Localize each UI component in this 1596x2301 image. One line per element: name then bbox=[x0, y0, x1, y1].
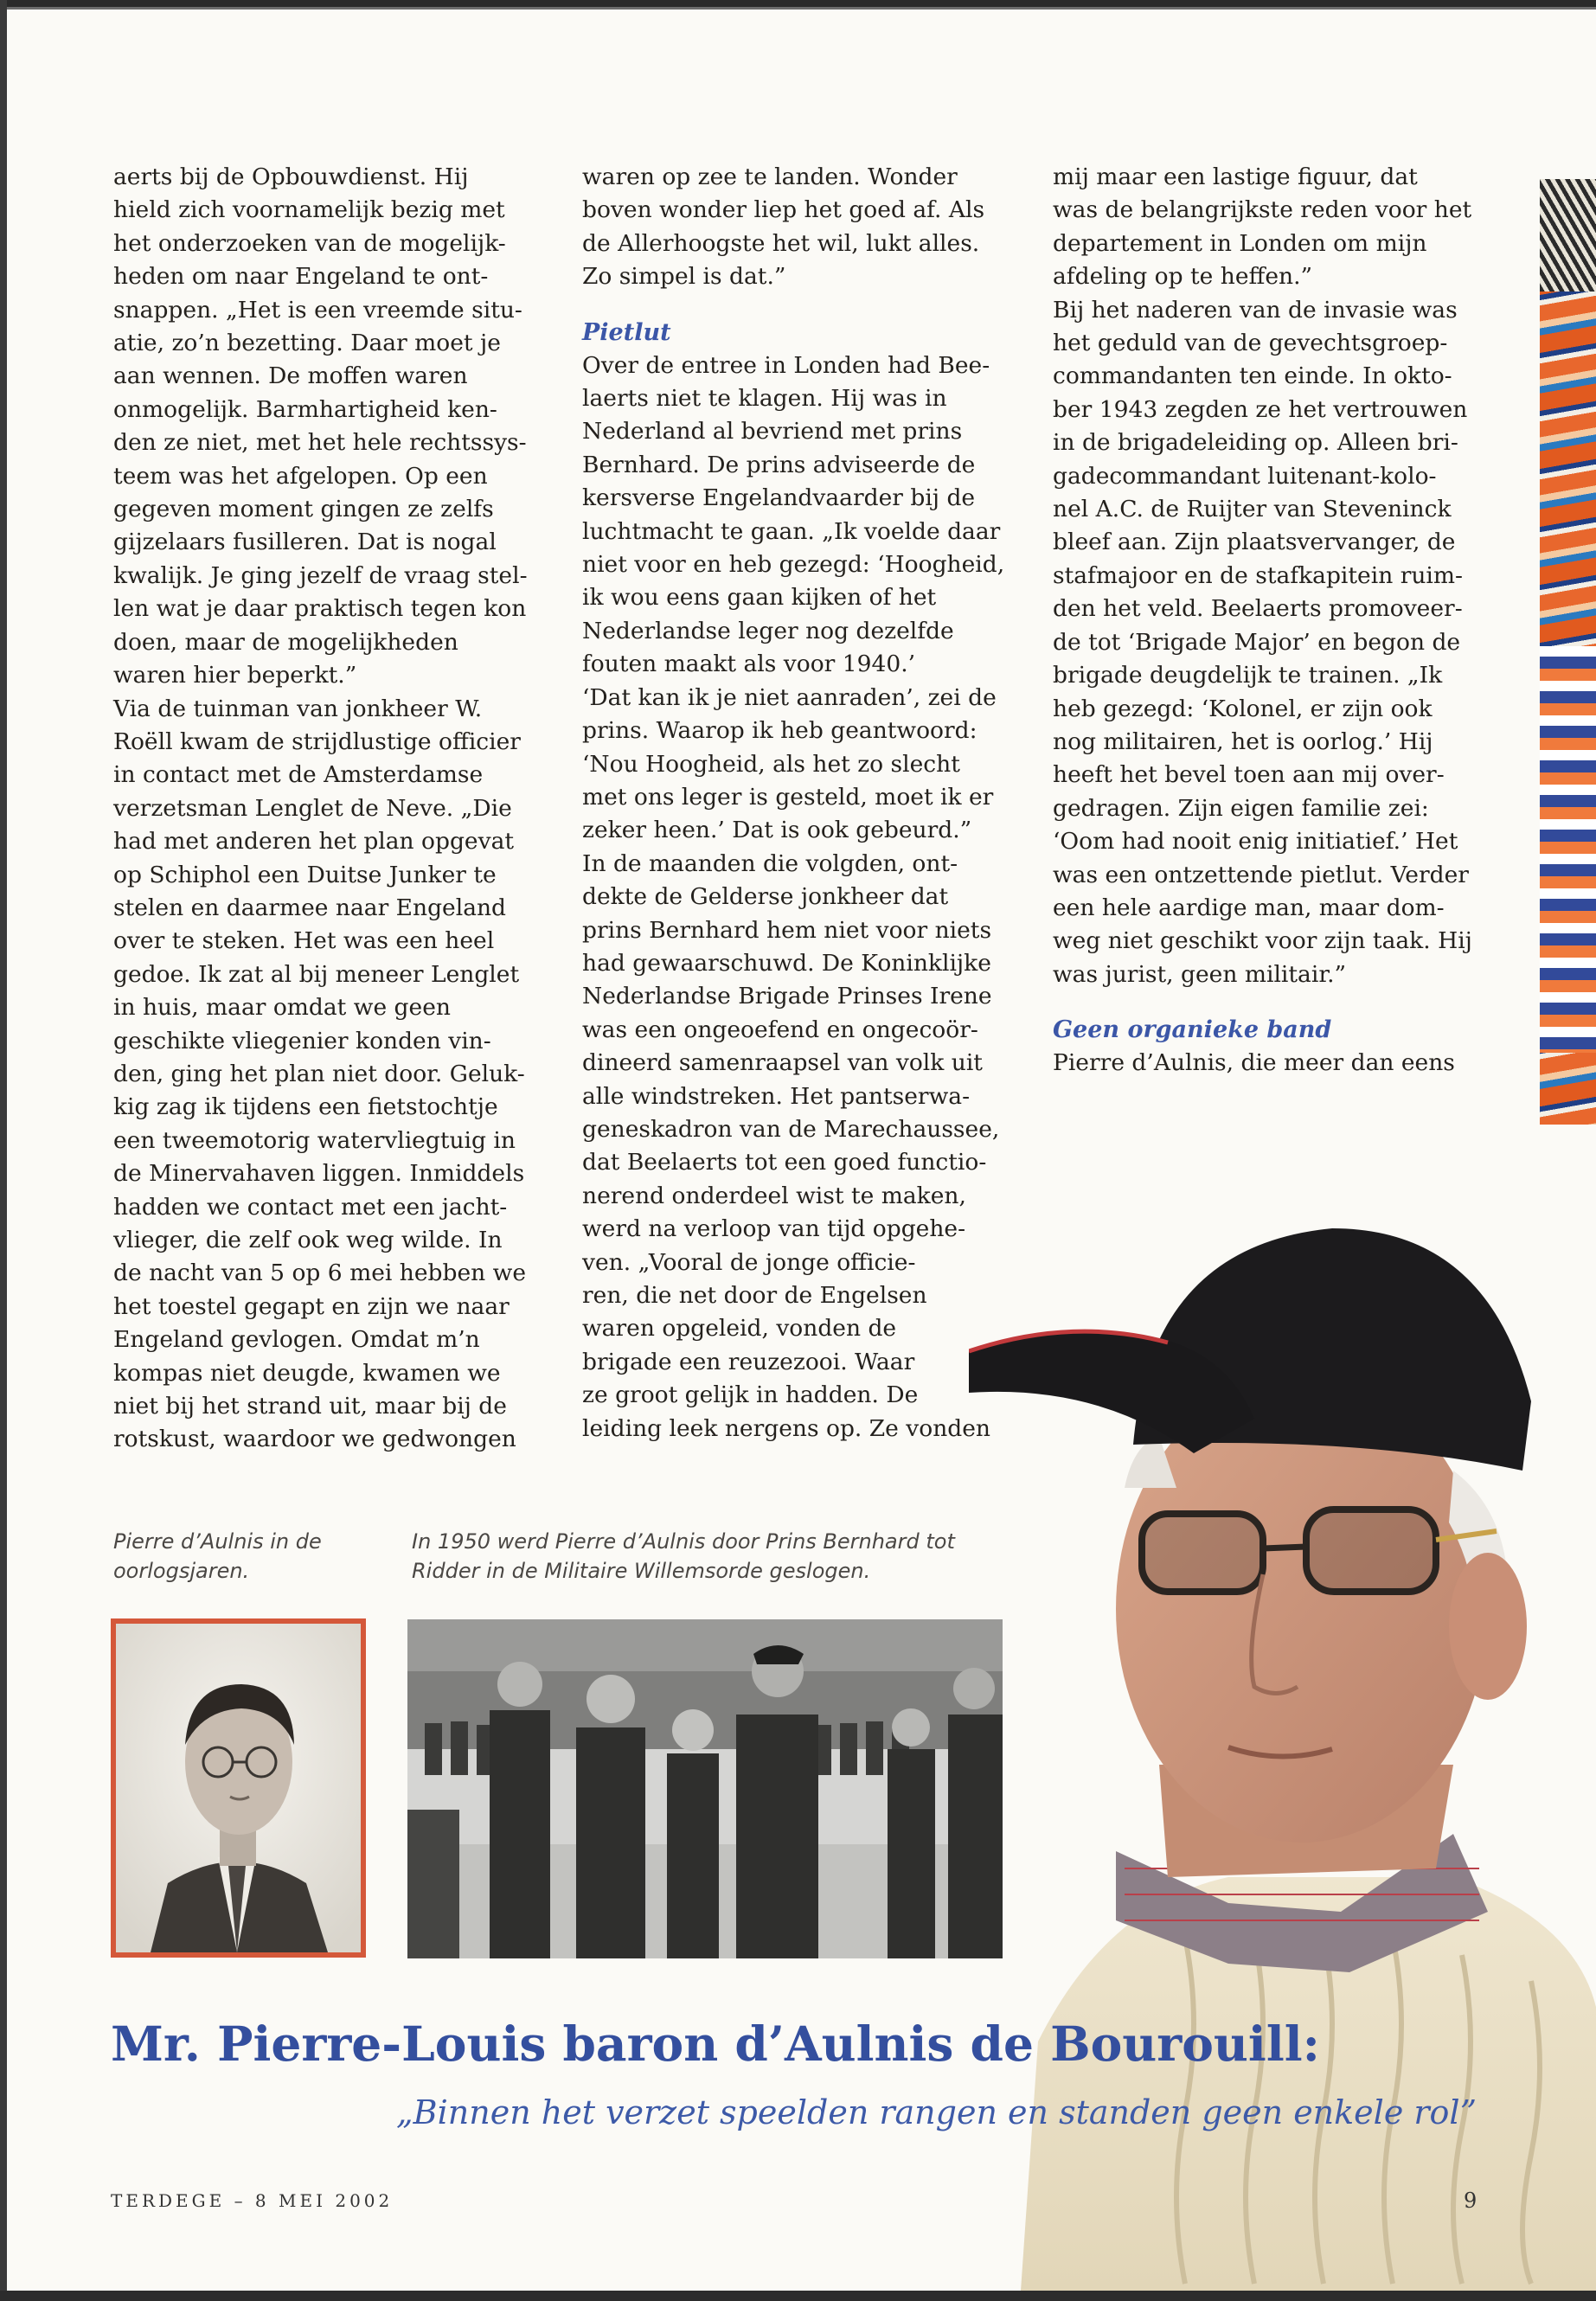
article-column-3 bbox=[1053, 161, 1503, 1080]
col3-paragraph-1: mij maar een lastige figuur, dat was de belangrijkste reden voor het departement in Londen om mijn afdeling op te heffen.” bbox=[1053, 163, 1472, 291]
ceremony-group-photo bbox=[407, 1619, 1003, 1958]
subheading-pietlut: Pietlut bbox=[582, 318, 671, 346]
article-column-1 bbox=[113, 161, 546, 1457]
wartime-portrait-photo bbox=[111, 1618, 366, 1958]
caption-portrait-small: Pierre d’Aulnis in de oorlogsjaren. bbox=[113, 1529, 322, 1583]
subheading-geen-organieke-band: Geen organieke band bbox=[1053, 1016, 1332, 1044]
ceremony-illustration bbox=[407, 1619, 1003, 1958]
caption-group-photo: In 1950 werd Pierre d’Aulnis door Prins Bernhard tot Ridder in de Militaire Willemsorde geslogen. bbox=[412, 1529, 955, 1583]
article-quote-subline: „Binnen het verzet speelden rangen en standen geen enkele rol” bbox=[396, 2093, 1477, 2131]
edge-strip-pattern-mid bbox=[1540, 646, 1596, 1053]
footer-publication: TERDEGE – 8 MEI 2002 bbox=[111, 2190, 394, 2211]
col1-paragraph-2: Via de tuinman van jonkheer W. Roëll kwam de strijdlustige officier in contact met de Amsterdamse verzetsman Lenglet de Neve. „Die had met anderen het plan opgevat op Schiphol een Duitse Junker te stelen en daarmee naar Engeland over te steken. Het was een heel gedoe. Ik zat al bij meneer Lenglet in huis, maar omdat we geen geschikte vliegenier konden vin- den, ging het plan niet door. Geluk- kig zag ik tijdens een fietstochtje een tweemotorig watervliegtuig in de Minervahaven liggen. Inmiddels hadden we contact met een jacht- vlieger, die zelf ook weg wilde. In de nacht van 5 op 6 mei hebben we het toestel gegapt en zijn we naar Engeland gevlogen. Omdat m’n kompas niet deugde, kwamen we niet bij het strand uit, maar bij de rotskust, waardoor we gedwongen bbox=[113, 695, 527, 1453]
col2-paragraph-2: Over de entree in Londen had Bee- laerts niet te klagen. Hij was in Nederland al bevriend met prins Bernhard. De prins adviseerde de kersverse Engelandvaarder bij de luchtmacht te gaan. „Ik voelde daar niet voor en heb gezegd: ‘Hoogheid, ik wou eens gaan kijken of het Nederlandse leger nog dezelfde fouten maakt als voor 1940.’ ‘Dat kan ik je niet aanraden’, zei de prins. Waarop ik heb geantwoord: ‘Nou Hoogheid, als het zo slecht met ons leger is gesteld, moet ik er zeker heen.’ Dat is ook gebeurd.” bbox=[582, 351, 1005, 844]
portrait-illustration bbox=[116, 1624, 361, 1952]
scan-border-bottom bbox=[0, 2291, 1596, 2301]
col2-paragraph-3: In de maanden die volgden, ont- dekte de Gelderse jonkheer dat prins Bernhard hem niet voor niets had gewaarschuwd. De Koninklijke Nederlandse Brigade Prinses Irene was een ongeoefend en ongecoör- dineerd samenraapsel van volk uit alle windstreken. Het pantserwa- geneskadron van de Marechaussee, dat Beelaerts tot een goed functio- nerend onderdeel wist te maken, werd na verloop van tijd opgehe- ven. „Vooral de jonge officie- ren, die net door de Engelsen waren opgeleid, vonden de brigade een reuzezooi. Waar ze groot gelijk in hadden. De leiding leek nergens op. Ze vonden bbox=[582, 849, 1000, 1442]
article-headline: Mr. Pierre-Louis baron d’Aulnis de Bourouill: bbox=[111, 2016, 1320, 2072]
col2-paragraph-1: waren op zee te landen. Wonder boven wonder liep het goed af. Als de Allerhoogste het wil, lukt alles. Zo simpel is dat.” bbox=[582, 163, 985, 291]
article-column-2 bbox=[582, 161, 1015, 1445]
col3-paragraph-3: Pierre d’Aulnis, die meer dan eens bbox=[1053, 1049, 1455, 1077]
col1-paragraph-1: aerts bij de Opbouwdienst. Hij hield zich voornamelijk bezig met het onderzoeken van de mogelijk- heden om naar Engeland te ont- snappen. „Het is een vreemde situ- atie, zo’n bezetting. Daar moet je aan wennen. De moffen waren onmogelijk. Barmhartigheid ken- den ze niet, met het hele rechtssys- teem was het afgelopen. Op een gegeven moment gingen ze zelfs gijzelaars fusilleren. Dat is nogal kwalijk. Je ging jezelf de vraag stel- len wat je daar praktisch tegen kon doen, maar de mogelijkheden waren hier beperkt.” bbox=[113, 163, 528, 689]
scan-border-left bbox=[0, 0, 7, 2301]
spacer bbox=[1053, 991, 1503, 1014]
edge-strip-pattern-top bbox=[1540, 179, 1596, 292]
col3-paragraph-2: Bij het naderen van de invasie was het geduld van de gevechtsgroep- commandanten ten einde. In okto- ber 1943 zegden ze het vertrouwen in de brigadeleiding op. Alleen bri- gadecommandant luitenant-kolo- nel A.C. de Ruijter van Steveninck bleef aan. Zijn plaatsvervanger, de stafmajoor en de stafkapitein ruim- den het veld. Beelaerts promoveer- de tot ‘Brigade Major’ en begon de brigade deugdelijk te trainen. „Ik heb gezegd: ‘Kolonel, er zijn ook nog militairen, het is oorlog.’ Hij heeft het bevel toen aan mij over- gedragen. Zijn eigen familie zei: ‘Oom had nooit enig initiatief.’ Het was een ontzettende pietlut. Verder een hele aardige man, maar dom- weg niet geschikt voor zijn taak. Hij was jurist, geen militair.” bbox=[1053, 296, 1472, 988]
spacer bbox=[582, 294, 1015, 317]
scan-border-top bbox=[0, 0, 1596, 19]
page-number: 9 bbox=[1464, 2189, 1477, 2213]
edge-decorative-strip bbox=[1540, 179, 1596, 1125]
